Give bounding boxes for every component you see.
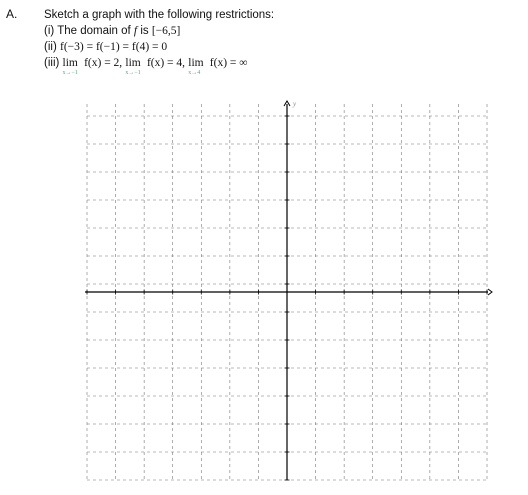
- problem-label: A.: [6, 7, 18, 21]
- function-symbol: f: [133, 25, 138, 37]
- limit-2-word: lim: [125, 57, 141, 69]
- limit-2-expression: f(x) = 4,: [146, 57, 186, 69]
- limit-3-subscript: x→4: [188, 70, 201, 76]
- y-axis: [284, 101, 290, 480]
- limit-3-expression: f(x) = ∞: [209, 57, 248, 69]
- limit-1-word: lim: [62, 57, 78, 69]
- y-axis-label: y: [293, 100, 297, 108]
- restriction-zeros-prefix: (ii): [44, 41, 57, 53]
- x-axis: [85, 289, 492, 295]
- limit-1-subscript: x→−1: [62, 70, 78, 76]
- restriction-domain-prefix: (i) The domain of: [44, 25, 131, 37]
- restriction-limits-prefix: (iii): [44, 57, 60, 69]
- restriction-domain-mid: is: [140, 25, 149, 37]
- limit-2-subscript: x→−1: [125, 70, 141, 76]
- domain-interval: [−6,5]: [151, 25, 181, 37]
- instructions-heading: Sketch a graph with the following restrictions:: [44, 9, 275, 21]
- limit-1-expression: f(x) = 2,: [84, 57, 123, 69]
- limit-3-word: lim: [188, 57, 204, 69]
- zeros-equation: f(−3) = f(−1) = f(4) = 0: [59, 41, 168, 53]
